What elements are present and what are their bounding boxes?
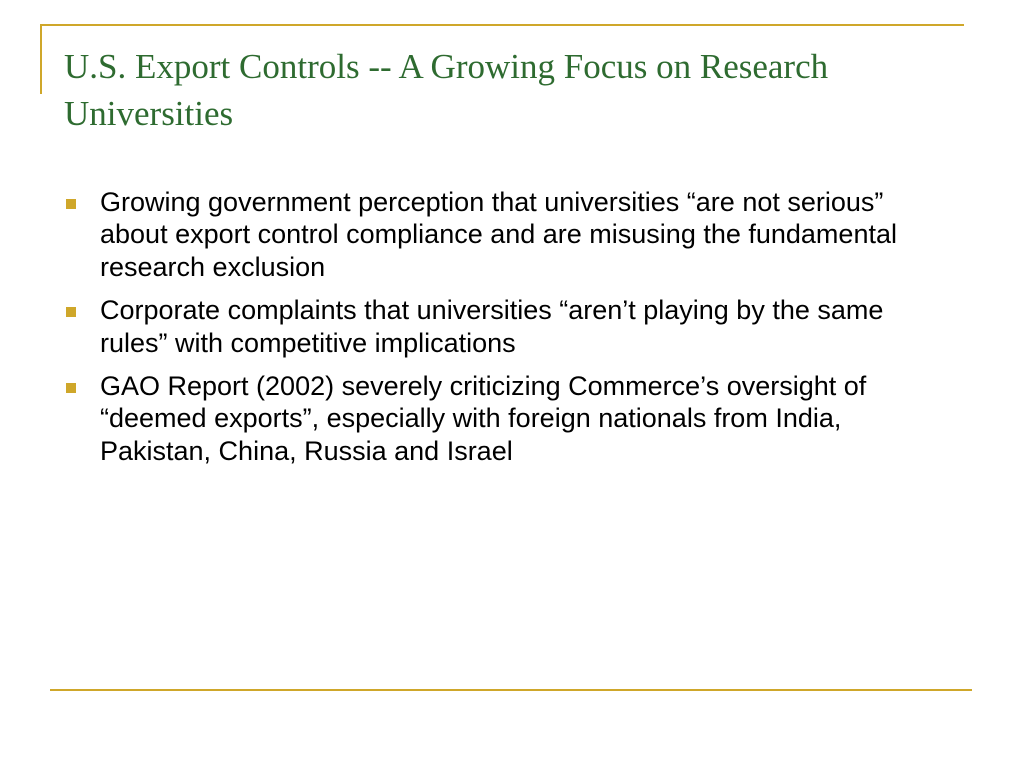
square-bullet-icon [66,199,76,209]
slide-title: U.S. Export Controls -- A Growing Focus on Research Universities [64,47,829,133]
bullet-list [66,186,956,478]
square-bullet-icon [66,307,76,317]
square-bullet-icon [66,383,76,393]
bullet-item-gao-report [66,370,956,467]
footer-accent-line [50,689,972,691]
bullet-item-corporate-complaints [66,294,956,359]
title-accent-top-line [40,24,964,26]
bullet-text: GAO Report (2002) severely criticizing Commerce’s oversight of “deemed exports”, especially with foreign nationals from India, Pakistan, China, Russia and Israel [100,370,867,466]
title-accent-vertical-line [40,24,42,94]
bullet-item-government-perception [66,186,956,283]
bullet-text: Growing government perception that universities “are not serious” about export control compliance and are misusing the fundamental research exclusion [100,187,897,282]
bullet-text: Corporate complaints that universities “aren’t playing by the same rules” with competitive implications [100,295,884,358]
